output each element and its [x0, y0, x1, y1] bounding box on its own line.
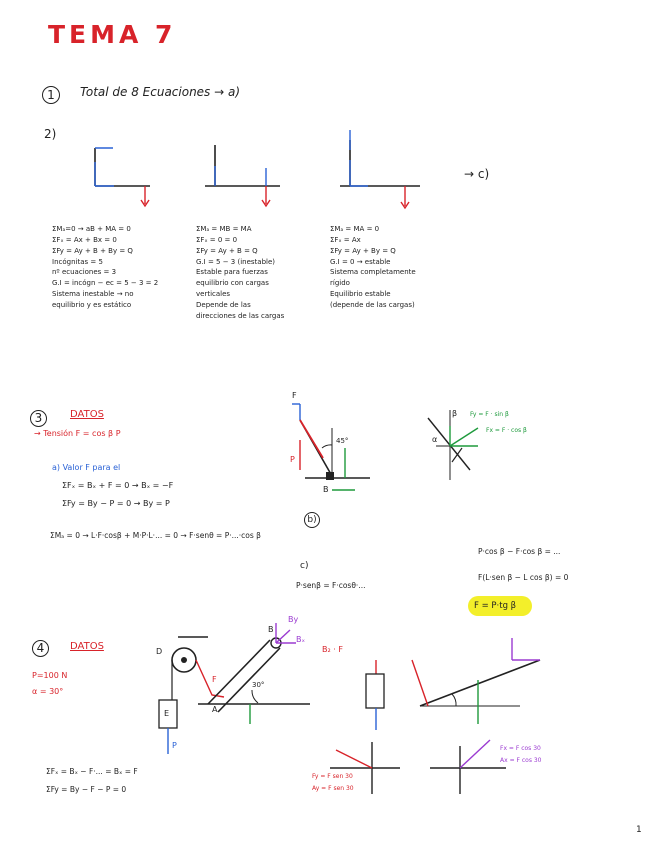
- q2-col2-line: ΣFₓ = 0 = 0: [196, 235, 238, 244]
- q3-eq3: ΣMₐ = 0 → L·F·cosβ + M·P·L·... = 0 → F·senθ = P·...·cos β: [50, 531, 261, 540]
- q3-label-component-y: Fy = F · sin β: [470, 411, 509, 418]
- q4-label-E: E: [164, 709, 170, 718]
- q2-col1-line: Sistema inestable → no: [52, 290, 134, 299]
- q2-col3-line: (depende de las cargas): [330, 300, 415, 309]
- q4-given-2: α = 30°: [32, 687, 64, 696]
- q2-col2-line: ΣFy = Ay + B = Q: [196, 246, 258, 255]
- q3-line2: a) Valor F para el: [52, 463, 121, 472]
- q2-answer: → c): [464, 167, 490, 181]
- q2-col1-line: equilibrio y es estático: [52, 300, 132, 309]
- q4-label-30: 30°: [252, 681, 265, 689]
- q4-component-3: Ay = F sen 30: [312, 785, 354, 792]
- q2-col1-line: G.I = incógn − ec = 5 − 3 = 2: [52, 279, 159, 288]
- q2-col1-line: ΣFₓ = Ax + Bx = 0: [52, 235, 117, 244]
- q4-number: 4: [32, 640, 49, 657]
- q2-col3-line: G.I = 0 → estable: [330, 257, 391, 266]
- q4-datos: DATOS: [70, 641, 104, 652]
- q4-label-P: P: [172, 741, 177, 750]
- q2-col2-line: Estable para fuerzas: [196, 268, 268, 277]
- q4-eq2: ΣFy = By − F − P = 0: [46, 785, 127, 794]
- q3-number: 3: [30, 410, 47, 427]
- q2-col3-line: ΣFy = Ay + By = Q: [330, 246, 396, 255]
- q3-label-beta: β: [452, 409, 458, 418]
- page-title: TEMA 7: [48, 20, 177, 49]
- q2-col3-line: Sistema completamente: [330, 268, 416, 277]
- q2-col2-line: verticales: [196, 290, 231, 299]
- q3-b-label: b): [304, 512, 320, 528]
- q4-eq1: ΣFₓ = Bₓ − F·... = Bₓ = F: [46, 767, 138, 776]
- q4-label-hint: B₂ · F: [322, 645, 343, 654]
- q2-col1-line: Incógnitas = 5: [52, 257, 103, 266]
- q3-label-P: P: [290, 455, 295, 464]
- q3-datos: DATOS: [70, 409, 104, 420]
- q4-label-D: D: [156, 647, 163, 656]
- q2-col1-line: ΣFy = Ay + B + By = Q: [52, 246, 133, 255]
- q3-label-B: B: [323, 485, 329, 494]
- q2-col3-line: ΣMₐ = MA = 0: [330, 225, 380, 233]
- q1-number: 1: [42, 86, 60, 104]
- q3-eq1: ΣFₓ = Bₓ + F = 0 → Bₓ = −F: [62, 481, 174, 490]
- q4-label-Bx: Bₓ: [296, 635, 306, 644]
- q2-col2-line: G.I = 5 − 3 (inestable): [196, 257, 276, 266]
- q3-label-alpha: α: [432, 435, 438, 444]
- q2-col2-line: direcciones de las cargas: [196, 311, 285, 320]
- q3-eq6: P·senβ = F·cosθ·...: [296, 581, 366, 590]
- q2-col2-line: Depende de las: [196, 300, 251, 309]
- q4-label-F: F: [212, 675, 217, 684]
- q4-label-B: B: [268, 625, 274, 634]
- q1-text: Total de 8 Ecuaciones → a): [80, 85, 241, 99]
- q2-col1-line: nº ecuaciones = 3: [52, 268, 117, 277]
- q2-col2-line: equilibrio con cargas: [196, 279, 269, 288]
- q4-component-1: Fy = F sen 30: [312, 773, 353, 780]
- q4-given-1: P=100 N: [32, 671, 68, 680]
- q4-label-By: By: [288, 615, 299, 624]
- q3-result: F = P·tg β: [474, 601, 517, 611]
- q3-label-component-x: Fx = F · cos β: [486, 427, 527, 434]
- q4-component-4: Ax = F cos 30: [500, 757, 542, 764]
- q3-line1: → Tensión F = cos β P: [34, 429, 121, 438]
- q2-col3-line: Equilibrio estable: [330, 290, 391, 299]
- page-number: 1: [636, 825, 642, 835]
- q4-component-2: Fx = F cos 30: [500, 745, 541, 752]
- q3-eq4: P·cos β − F·cos β = ...: [478, 547, 561, 556]
- q3-label-F: F: [292, 391, 297, 400]
- q3-eq2: ΣFy = By − P = 0 → By = P: [62, 499, 170, 508]
- q3-c-label: c): [300, 561, 309, 571]
- q3-label-45: 45°: [336, 437, 349, 445]
- q2-number: 2): [44, 127, 57, 141]
- q2-col2-line: ΣMₐ = MB = MA: [196, 225, 252, 233]
- q2-col3-line: ΣFₓ = Ax: [330, 235, 361, 244]
- q2-col3-line: rígido: [330, 279, 350, 288]
- q2-col1-line: ΣMₐ=0 → aB + MA = 0: [52, 225, 131, 233]
- q3-eq5: F(L·sen β − L cos β) = 0: [478, 573, 569, 582]
- q4-label-A: A: [212, 705, 218, 714]
